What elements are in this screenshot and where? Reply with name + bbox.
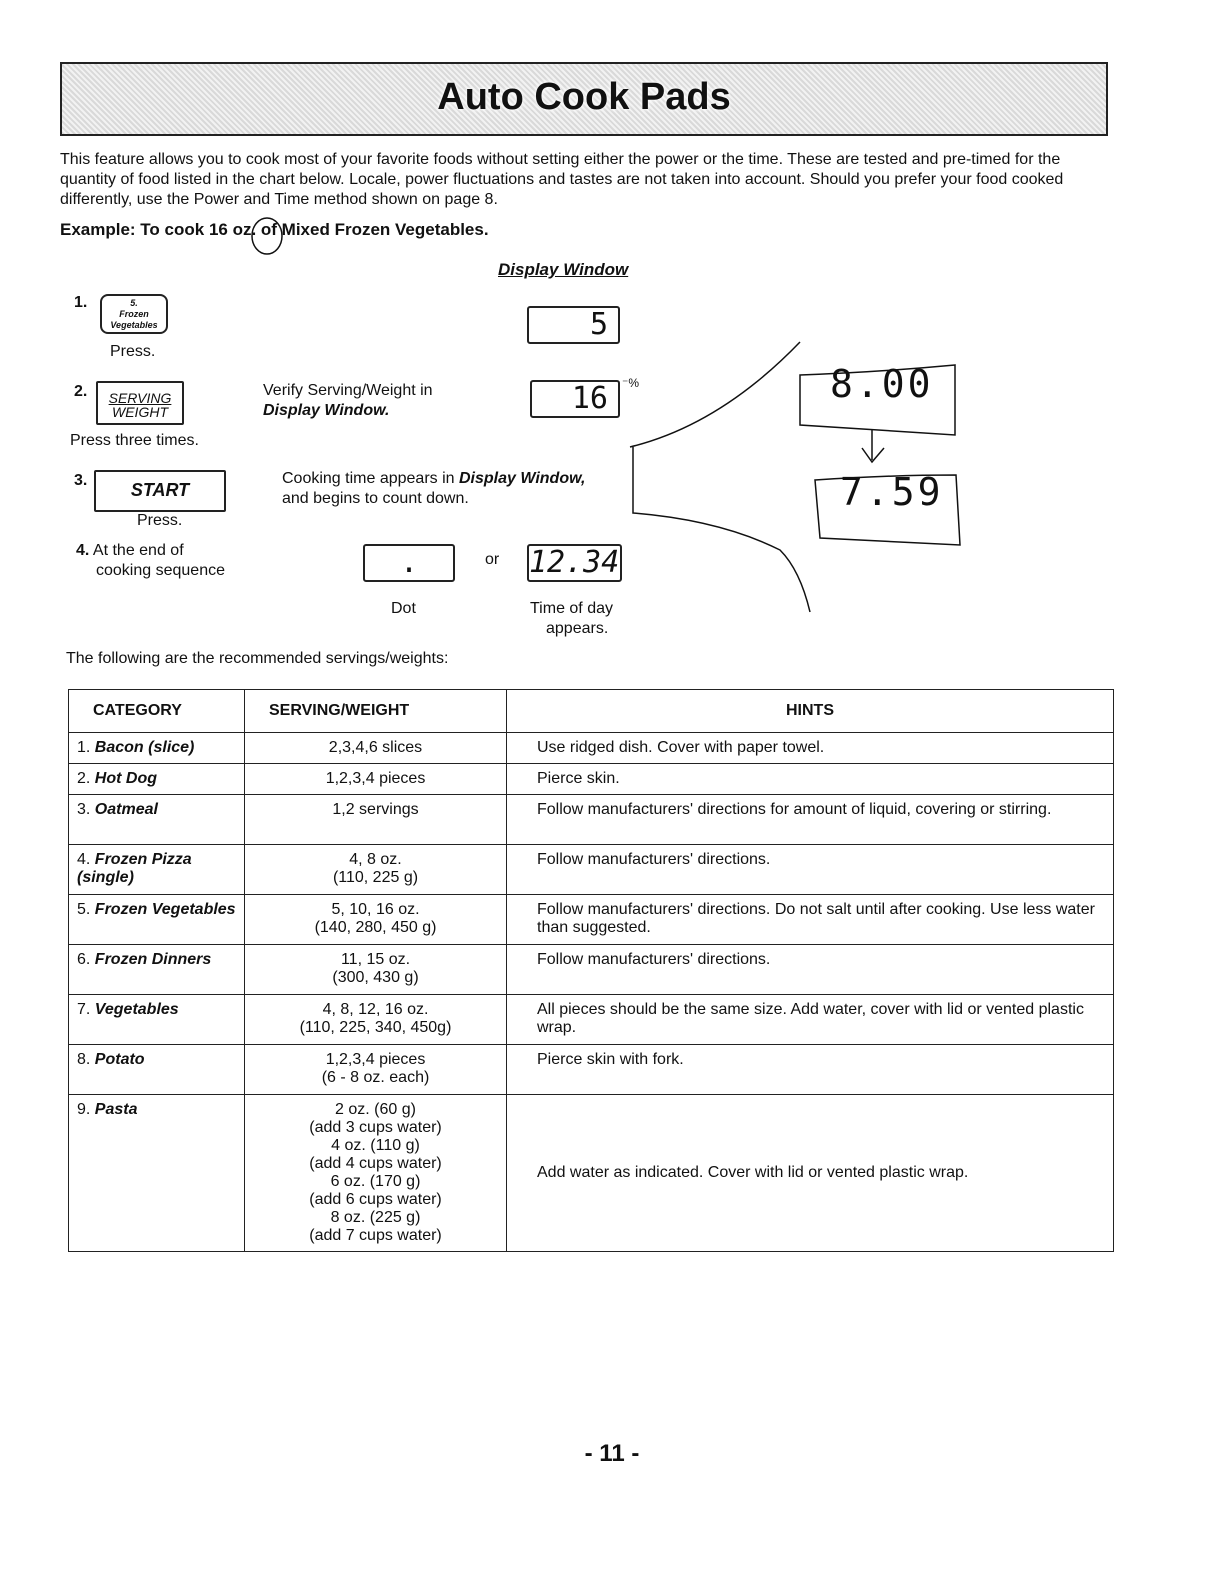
serving-line: (6 - 8 oz. each) <box>321 1069 430 1086</box>
step-number: 3. <box>74 472 88 489</box>
step-text: Display Window, <box>459 470 586 487</box>
category-name: Pasta <box>94 1101 138 1118</box>
step-text: Cooking time appears in <box>282 470 455 487</box>
servings-table <box>68 689 1114 1252</box>
serving-line: 2,3,4,6 slices <box>328 739 423 756</box>
pad-label: SERVING <box>108 390 172 406</box>
step-text: Display Window. <box>263 402 390 419</box>
step-number: 1. <box>74 294 88 311</box>
hint-cell <box>507 764 1114 795</box>
row-number: 1. <box>77 739 91 756</box>
table-row <box>69 1095 1114 1252</box>
table-row <box>69 845 1114 895</box>
display-window: 5 <box>527 306 620 344</box>
step-number: 4. <box>76 542 90 559</box>
category-name: Bacon (slice) <box>94 739 195 756</box>
step-text: At the end of <box>92 542 184 559</box>
hint-text: Follow manufacturers' directions. <box>537 951 771 968</box>
category-name: Vegetables <box>94 1001 179 1018</box>
serving-cell <box>245 945 507 995</box>
category-name: Frozen Vegetables <box>94 901 236 918</box>
category-cell <box>69 1045 245 1095</box>
table-row <box>69 764 1114 795</box>
serving-weight-pad[interactable] <box>96 381 184 425</box>
serving-line: 1,2 servings <box>332 801 419 818</box>
hint-cell <box>507 733 1114 764</box>
category-cell <box>69 764 245 795</box>
hint-cell <box>507 895 1114 945</box>
display-unit: ⁻% <box>622 376 640 390</box>
row-number: 4. <box>77 851 91 868</box>
table-header-row <box>69 690 1114 733</box>
row-number: 8. <box>77 1051 91 1068</box>
hint-cell <box>507 1095 1114 1252</box>
pad-label: WEIGHT <box>112 404 168 420</box>
category-name: Hot Dog <box>94 770 157 787</box>
pad-label: Vegetables <box>110 320 158 330</box>
step-number: 2. <box>74 383 88 400</box>
hint-cell <box>507 795 1114 845</box>
table-row <box>69 733 1114 764</box>
column-header: SERVING/WEIGHT <box>245 690 507 733</box>
intro-paragraph: This feature allows you to cook most of your favorite foods without setting either the power or the time. These are tested and pre-timed for the quantity of food listed in the chart below. Locale, power fluctuations and tastes are not taken into account. Should you prefer your food cooked differently, use the Power and Time method shown on page 8. <box>60 151 1064 208</box>
category-name: Oatmeal <box>94 801 158 818</box>
handwritten-display-second: 7.59 <box>840 470 944 514</box>
hint-cell <box>507 845 1114 895</box>
hint-cell <box>507 1045 1114 1095</box>
serving-cell <box>245 764 507 795</box>
step-text: Verify Serving/Weight in <box>263 382 433 399</box>
table-intro: The following are the recommended servings/weights: <box>66 650 449 667</box>
serving-cell <box>245 845 507 895</box>
serving-line: (300, 430 g) <box>332 969 419 986</box>
serving-line: (add 7 cups water) <box>309 1227 442 1244</box>
or-text: or <box>485 551 500 568</box>
serving-line: (add 3 cups water) <box>309 1119 442 1136</box>
serving-line: (add 4 cups water) <box>309 1155 442 1172</box>
display-window-time: 12.34 <box>527 544 622 582</box>
table-row <box>69 795 1114 845</box>
hint-cell <box>507 945 1114 995</box>
category-cell <box>69 995 245 1045</box>
row-number: 5. <box>77 901 91 918</box>
column-header: CATEGORY <box>69 690 245 733</box>
pad-label: START <box>130 480 190 500</box>
handwritten-circle <box>245 214 295 264</box>
pad-label: Frozen <box>119 309 149 319</box>
category-cell <box>69 845 245 895</box>
serving-cell <box>245 995 507 1045</box>
hint-text: Follow manufacturers' directions. Do not salt until after cooking. Use less water than suggested. <box>537 901 1095 936</box>
frozen-vegetables-pad[interactable] <box>100 294 168 334</box>
time-label: appears. <box>546 620 609 637</box>
hint-text: Add water as indicated. Cover with lid or vented plastic wrap. <box>537 1164 969 1181</box>
serving-line: (110, 225, 340, 450g) <box>299 1019 452 1036</box>
hint-text: Follow manufacturers' directions. <box>537 851 771 868</box>
serving-line: 5, 10, 16 oz. <box>331 901 420 918</box>
title-banner <box>60 62 1108 136</box>
row-number: 2. <box>77 770 91 787</box>
page-number: - 11 - <box>584 1440 640 1467</box>
serving-line: 1,2,3,4 pieces <box>325 770 426 787</box>
table-row <box>69 945 1114 995</box>
step-caption: Press three times. <box>70 432 199 449</box>
step-caption: Press. <box>110 343 156 360</box>
display-window: 16 <box>530 380 620 418</box>
hint-text: All pieces should be the same size. Add water, cover with lid or vented plastic wrap. <box>537 1001 1084 1036</box>
dot-label: Dot <box>391 600 416 617</box>
category-cell <box>69 1095 245 1252</box>
serving-line: 1,2,3,4 pieces <box>325 1051 426 1068</box>
display-window-dot: . <box>363 544 455 582</box>
serving-line: (110, 225 g) <box>332 869 419 886</box>
serving-line: 11, 15 oz. <box>340 951 411 968</box>
category-cell <box>69 795 245 845</box>
category-cell <box>69 733 245 764</box>
serving-cell <box>245 895 507 945</box>
column-header: HINTS <box>507 690 1114 733</box>
category-name: Potato <box>94 1051 145 1068</box>
row-number: 9. <box>77 1101 91 1118</box>
pad-label: 5. <box>130 298 138 308</box>
serving-line: 4, 8, 12, 16 oz. <box>322 1001 429 1018</box>
example-heading: Example: To cook 16 oz. of Mixed Frozen Vegetables. <box>60 220 489 239</box>
row-number: 6. <box>77 951 91 968</box>
serving-cell <box>245 1095 507 1252</box>
serving-cell <box>245 733 507 764</box>
serving-line: (140, 280, 450 g) <box>314 919 437 936</box>
start-pad[interactable] <box>94 470 226 512</box>
serving-line: 2 oz. (60 g) <box>335 1101 416 1118</box>
table-row <box>69 895 1114 945</box>
serving-cell <box>245 1045 507 1095</box>
row-number: 7. <box>77 1001 91 1018</box>
row-number: 3. <box>77 801 91 818</box>
hint-text: Follow manufacturers' directions for amount of liquid, covering or stirring. <box>537 801 1052 818</box>
serving-line: 4 oz. (110 g) <box>331 1137 420 1154</box>
display-window-label: Display Window <box>498 260 629 279</box>
time-label: Time of day <box>530 600 613 617</box>
hint-text: Use ridged dish. Cover with paper towel. <box>537 739 825 756</box>
step-caption: Press. <box>137 512 183 529</box>
serving-line: 4, 8 oz. <box>349 851 402 868</box>
serving-line: 6 oz. (170 g) <box>330 1173 421 1190</box>
category-name: Frozen Dinners <box>94 951 212 968</box>
table-row <box>69 995 1114 1045</box>
hint-text: Pierce skin. <box>537 770 620 787</box>
serving-line: (add 6 cups water) <box>309 1191 442 1208</box>
step-text: cooking sequence <box>96 562 225 579</box>
hint-cell <box>507 995 1114 1045</box>
handwritten-display-first: 8.00 <box>830 362 934 406</box>
category-name: Frozen Pizza (single) <box>77 851 192 886</box>
serving-line: 8 oz. (225 g) <box>330 1209 421 1226</box>
hint-text: Pierce skin with fork. <box>537 1051 684 1068</box>
category-cell <box>69 895 245 945</box>
category-cell <box>69 945 245 995</box>
step-text: and begins to count down. <box>282 490 469 507</box>
table-row <box>69 1045 1114 1095</box>
page-title: Auto Cook Pads <box>437 76 731 118</box>
serving-cell <box>245 795 507 845</box>
